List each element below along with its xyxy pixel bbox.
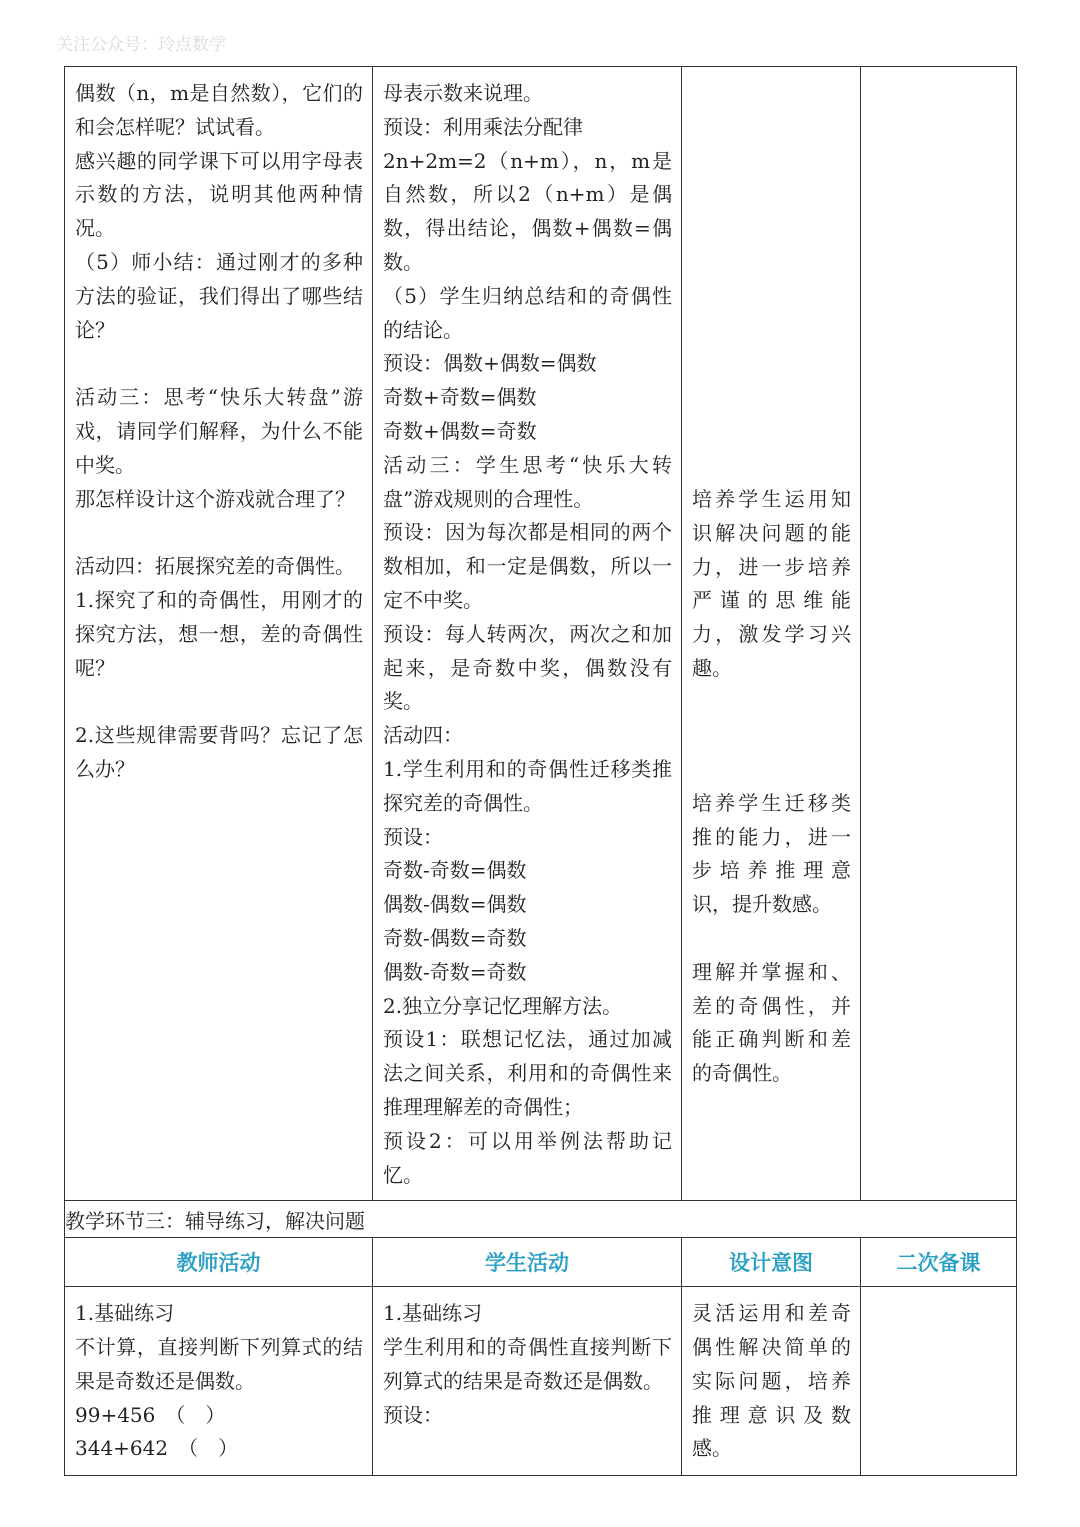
teacher-activity-cell xyxy=(65,67,373,1201)
teacher-text: （5）师小结：通过刚才的多种方法的验证，我们得出了哪些结论？ xyxy=(75,249,363,342)
practice-teacher-text: 1.基础练习 xyxy=(75,1301,175,1326)
student-text: 2.独立分享记忆理解方法。 xyxy=(383,993,623,1018)
practice-intent-text: 灵活运用和差奇偶性解决简单的实际问题，培养推理意识及数感。 xyxy=(692,1301,851,1461)
section-row xyxy=(65,1201,1017,1238)
practice-teacher-cell xyxy=(65,1287,373,1476)
blank-line xyxy=(75,347,363,381)
practice-intent-cell xyxy=(682,1287,861,1476)
practice-row xyxy=(65,1287,1017,1476)
student-text: 1.学生利用和的奇偶性迁移类推探究差的奇偶性。 xyxy=(383,756,672,815)
second-preparation-cell xyxy=(861,67,1017,1201)
student-text: 预设1：联想记忆法，通过加减法之间关系，利用和的奇偶性来推理理解差的奇偶性； xyxy=(383,1027,672,1119)
student-text: 预设2：可以用举例法帮助记忆。 xyxy=(383,1128,672,1187)
teacher-text: 偶数（n，m是自然数），它们的和会怎样呢？试试看。 xyxy=(75,81,363,139)
student-text: 奇数+奇数=偶数 xyxy=(383,385,537,410)
header-row xyxy=(65,1238,1017,1287)
student-text: 预设：因为每次都是相同的两个数相加，和一定是偶数，所以一定不中奖。 xyxy=(383,520,672,612)
header-second-preparation: 二次备课 xyxy=(861,1238,1017,1287)
intent-text: 培养学生迁移类推的能力，进一步培养推理意识，提升数感。 xyxy=(692,790,851,917)
practice-expression: 99+456 （ ） xyxy=(75,1402,226,1427)
section-title: 教学环节三：辅导练习，解决问题 xyxy=(65,1201,1017,1238)
student-text: 活动三：学生思考“快乐大转盘”游戏规则的合理性。 xyxy=(383,452,672,511)
student-text: 偶数-奇数=奇数 xyxy=(383,959,527,984)
watermark: 关注公众号：玲点数学 xyxy=(56,35,226,55)
teacher-text: 1.探究了和的奇偶性，用刚才的探究方法，想一想，差的奇偶性呢？ xyxy=(75,587,363,680)
student-text: 偶数-偶数=偶数 xyxy=(383,892,527,917)
blank-line xyxy=(75,685,363,719)
design-intent-cell xyxy=(682,67,861,1201)
activity-row xyxy=(65,67,1017,1201)
teacher-text: 2.这些规律需要背吗？忘记了怎么办？ xyxy=(75,723,363,781)
practice-student-text: 预设： xyxy=(383,1402,443,1427)
student-text: 奇数+偶数=奇数 xyxy=(383,418,537,443)
intent-text: 培养学生运用知识解决问题的能力，进一步培养严谨的思维能力，激发学习兴趣。 xyxy=(692,487,851,680)
student-text: （5）学生归纳总结和的奇偶性的结论。 xyxy=(383,283,672,342)
header-teacher-activity: 教师活动 xyxy=(65,1238,373,1287)
blank-line xyxy=(75,516,363,550)
practice-student-text: 学生利用和的奇偶性直接判断下列算式的结果是奇数还是偶数。 xyxy=(383,1335,672,1393)
practice-teacher-text: 不计算，直接判断下列算式的结果是奇数还是偶数。 xyxy=(75,1335,363,1393)
student-text: 母表示数来说理。 xyxy=(383,81,543,105)
student-text: 预设：每人转两次，两次之和加起来，是奇数中奖，偶数没有奖。 xyxy=(383,621,672,714)
student-text: 预设：偶数+偶数=偶数 xyxy=(383,351,597,376)
teacher-text: 活动四：拓展探究差的奇偶性。 xyxy=(75,554,355,579)
teacher-text: 那怎样设计这个游戏就合理了？ xyxy=(75,486,355,511)
student-text: 预设：利用乘法分配律 xyxy=(383,114,583,139)
practice-student-cell xyxy=(373,1287,682,1476)
student-text: 2n+2m=2（n+m），n，m是自然数，所以2（n+m）是偶数，得出结论，偶数+偶数=偶数。 xyxy=(383,148,672,274)
student-text: 奇数-奇数=偶数 xyxy=(383,858,527,883)
practice-expression: 344+642 （ ） xyxy=(75,1436,239,1461)
student-text: 预设： xyxy=(383,824,443,849)
practice-second-cell xyxy=(861,1287,1017,1476)
student-activity-cell xyxy=(373,67,682,1201)
teacher-text: 活动三：思考“快乐大转盘”游戏，请同学们解释，为什么不能中奖。 xyxy=(75,385,363,477)
header-student-activity: 学生活动 xyxy=(373,1238,682,1287)
practice-student-text: 1.基础练习 xyxy=(383,1301,483,1326)
intent-text: 理解并掌握和、差的奇偶性，并能正确判断和差的奇偶性。 xyxy=(692,959,851,1086)
lesson-plan-table xyxy=(64,66,1017,1476)
student-text: 奇数-偶数=奇数 xyxy=(383,925,527,950)
student-text: 活动四： xyxy=(383,723,463,748)
teacher-text: 感兴趣的同学课下可以用字母表示数的方法，说明其他两种情况。 xyxy=(75,148,363,241)
header-design-intent: 设计意图 xyxy=(682,1238,861,1287)
